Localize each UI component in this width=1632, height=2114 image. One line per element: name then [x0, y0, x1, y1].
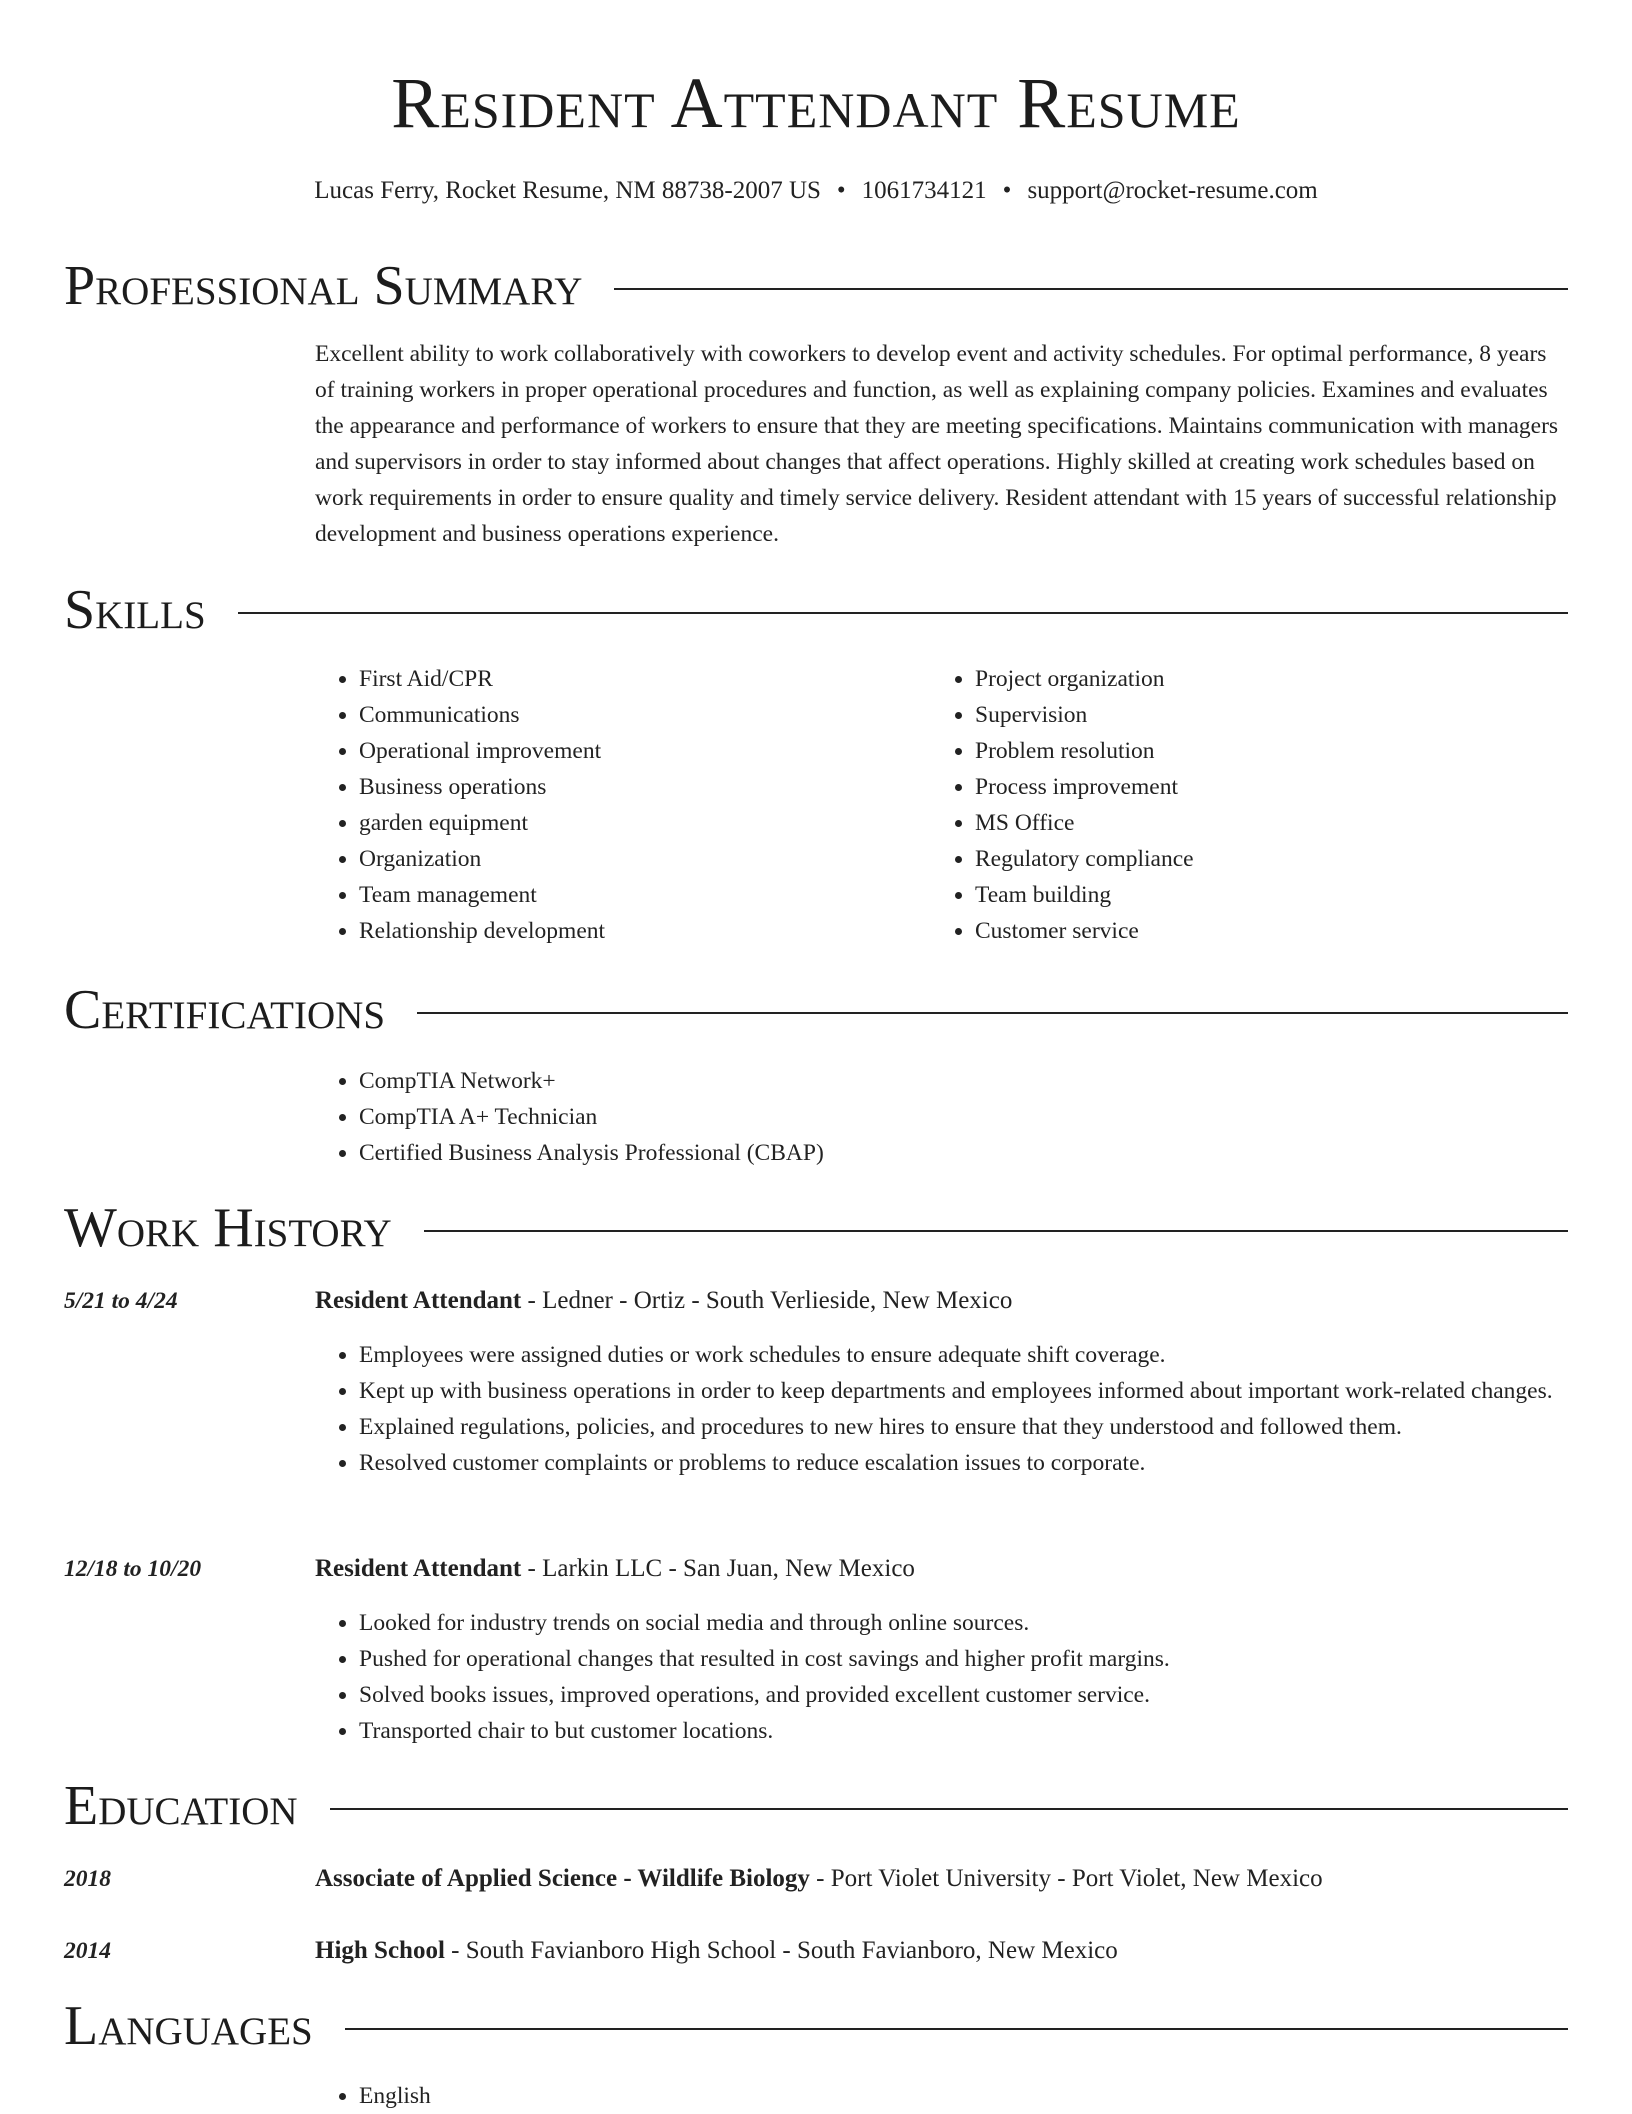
section-heading-languages [64, 1994, 1568, 2058]
section-heading-certifications [64, 978, 1568, 1042]
resume-title: Resident Attendant Resume [391, 63, 1241, 143]
education-degree: Associate of Applied Science - Wildlife Biology [315, 1865, 810, 1892]
section-heading-summary [64, 254, 1568, 318]
list-item: • Operational improvement [359, 733, 929, 769]
list-item: • Customer service [975, 913, 1575, 949]
list-item: • garden equipment [359, 805, 929, 841]
list-item: • Organization [359, 841, 929, 877]
list-item: • Kept up with business operations in order to keep departments and employees informed about important work-related changes. [359, 1373, 1612, 1409]
section-title: Languages [64, 1995, 313, 2057]
certifications-list [315, 1063, 1559, 1171]
list-item: • MS Office [975, 805, 1575, 841]
section-title: Professional Summary [64, 255, 583, 317]
section-divider [614, 288, 1568, 290]
list-item: • Resolved customer complaints or problems to reduce escalation issues to corporate. [359, 1445, 1612, 1481]
contact-separator: • [836, 177, 846, 204]
job-dates: 12/18 to 10/20 [64, 1556, 202, 1582]
section-divider [345, 2028, 1568, 2030]
section-title: Education [64, 1775, 298, 1837]
section-divider [330, 1808, 1568, 1810]
languages-list [315, 2078, 1559, 2114]
contact-line [64, 175, 1568, 207]
list-item: • Project organization [975, 661, 1575, 697]
skills-list-left [315, 661, 929, 949]
contact-separator: • [1002, 177, 1012, 204]
education-entry [315, 1933, 1568, 1969]
contact-email: support@rocket-resume.com [1027, 177, 1318, 204]
education-school: - South Favianboro High School - South Favianboro, New Mexico [444, 1937, 1118, 1964]
section-heading-education [64, 1774, 1568, 1838]
job-title: Resident Attendant [315, 1287, 522, 1314]
list-item: • CompTIA Network+ [359, 1063, 1559, 1099]
job-employer: - Larkin LLC - San Juan, New Mexico [521, 1555, 915, 1582]
job-bullets [315, 1605, 1612, 1749]
list-item: • Certified Business Analysis Professional (CBAP) [359, 1135, 1559, 1171]
list-item: • Relationship development [359, 913, 929, 949]
list-item: • CompTIA A+ Technician [359, 1099, 1559, 1135]
list-item: • Communications [359, 697, 929, 733]
education-entry [315, 1861, 1568, 1897]
section-title: Certifications [64, 979, 386, 1041]
list-item: • Process improvement [975, 769, 1575, 805]
education-year: 2014 [64, 1938, 111, 1964]
summary-text: Excellent ability to work collaboratively with coworkers to develop event and activity schedules. For optimal performance, 8 years of training workers in proper operational procedures and function, as well as explaining company policies. Examines and evaluates the appearance and performance of workers to ensure that they are meeting specifications. Maintains communication with managers and supervisors in order to stay informed about changes that affect operations. Highly skilled at creating work schedules based on work requirements in order to ensure quality and timely service delivery. Resident attendant with 15 years of successful relationship development and business operations experience. [315, 341, 1559, 547]
list-item: • Business operations [359, 769, 929, 805]
list-item: • Transported chair to but customer locations. [359, 1713, 1612, 1749]
job-heading [315, 1283, 1568, 1319]
skills-list-right [931, 661, 1575, 949]
education-degree: High School [315, 1937, 445, 1964]
list-item: • Pushed for operational changes that resulted in cost savings and higher profit margins. [359, 1641, 1612, 1677]
list-item: • Employees were assigned duties or work schedules to ensure adequate shift coverage. [359, 1337, 1612, 1373]
list-item: • Supervision [975, 697, 1575, 733]
job-bullets [315, 1337, 1612, 1481]
section-title: Skills [64, 579, 206, 641]
education-school: - Port Violet University - Port Violet, New Mexico [809, 1865, 1323, 1892]
list-item: • Team building [975, 877, 1575, 913]
job-dates: 5/21 to 4/24 [64, 1288, 178, 1314]
section-divider [417, 1012, 1568, 1014]
list-item: • Team management [359, 877, 929, 913]
section-divider [238, 612, 1568, 614]
list-item: • Looked for industry trends on social media and through online sources. [359, 1605, 1612, 1641]
list-item: • Explained regulations, policies, and procedures to new hires to ensure that they understood and followed them. [359, 1409, 1612, 1445]
job-heading [315, 1551, 1568, 1587]
contact-phone: 1061734121 [861, 177, 987, 204]
job-title: Resident Attendant [315, 1555, 522, 1582]
education-year: 2018 [64, 1866, 111, 1892]
list-item: • Solved books issues, improved operations, and provided excellent customer service. [359, 1677, 1612, 1713]
list-item: • Regulatory compliance [975, 841, 1575, 877]
section-title: Work History [64, 1197, 392, 1259]
section-heading-work-history [64, 1196, 1568, 1260]
list-item: • Problem resolution [975, 733, 1575, 769]
job-employer: - Ledner - Ortiz - South Verlieside, New Mexico [521, 1287, 1013, 1314]
section-heading-skills [64, 578, 1568, 642]
contact-address: Lucas Ferry, Rocket Resume, NM 88738-2007 US [314, 177, 821, 204]
list-item: • English [359, 2078, 1559, 2114]
section-divider [424, 1230, 1568, 1232]
list-item: • First Aid/CPR [359, 661, 929, 697]
